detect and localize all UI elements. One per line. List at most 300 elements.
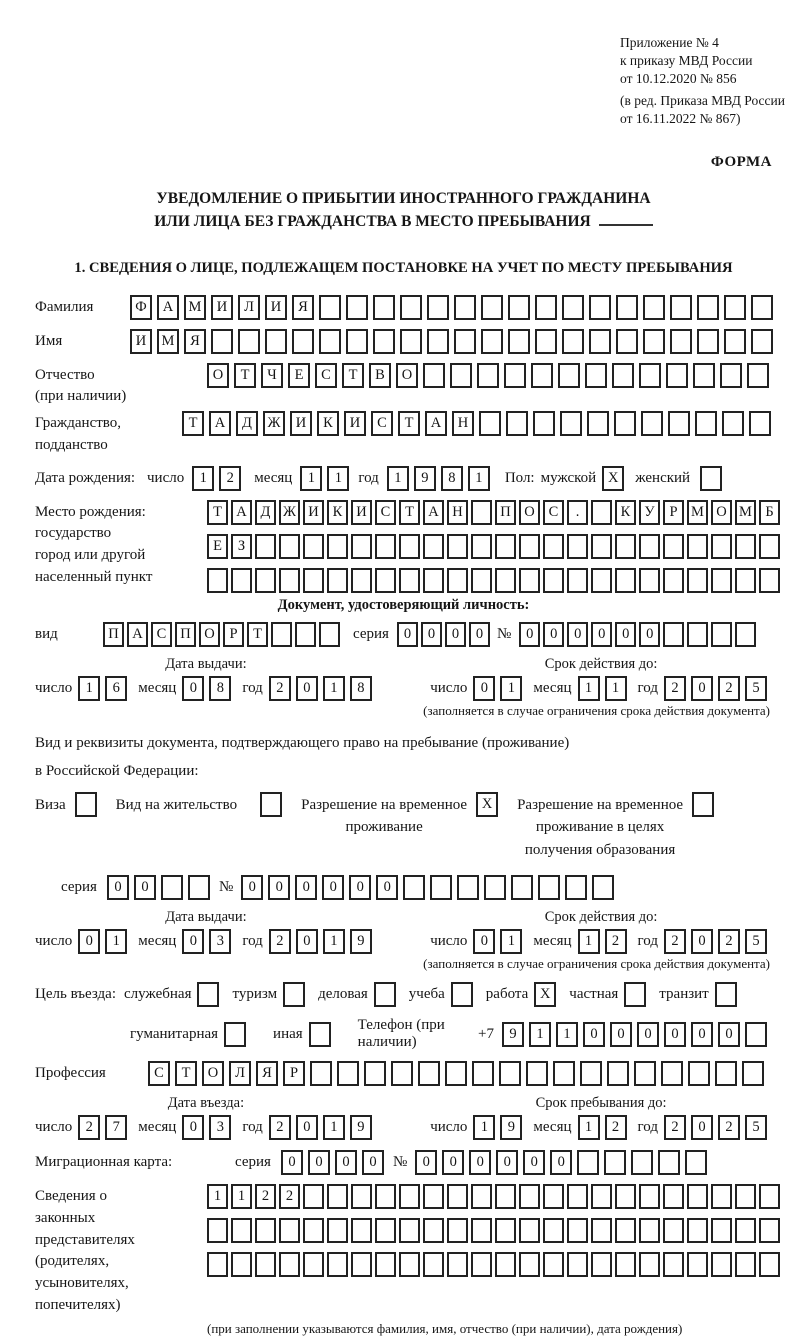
form-cell[interactable]	[399, 1218, 420, 1243]
form-cell[interactable]: 0	[591, 622, 612, 647]
form-cell[interactable]: К	[615, 500, 636, 525]
form-cell[interactable]	[745, 1022, 767, 1047]
form-cell[interactable]	[471, 1252, 492, 1277]
form-cell[interactable]	[639, 1252, 660, 1277]
form-cell[interactable]: И	[344, 411, 366, 436]
purpose-checkbox[interactable]: X	[534, 982, 556, 1007]
form-cell[interactable]	[641, 411, 663, 436]
form-cell[interactable]: Т	[342, 363, 364, 388]
form-cell[interactable]: О	[202, 1061, 224, 1086]
purpose-checkbox[interactable]	[715, 982, 737, 1007]
form-cell[interactable]	[271, 622, 292, 647]
form-cell[interactable]: 0	[78, 929, 100, 954]
form-cell[interactable]	[303, 1252, 324, 1277]
form-cell[interactable]: 0	[637, 1022, 659, 1047]
form-cell[interactable]	[535, 329, 557, 354]
form-cell[interactable]: 0	[421, 622, 442, 647]
form-cell[interactable]	[508, 329, 530, 354]
form-cell[interactable]: 8	[350, 676, 372, 701]
form-cell[interactable]: Н	[452, 411, 474, 436]
form-cell[interactable]	[400, 295, 422, 320]
form-cell[interactable]	[255, 534, 276, 559]
form-cell[interactable]	[346, 295, 368, 320]
form-cell[interactable]: 0	[335, 1150, 357, 1175]
form-cell[interactable]: 1	[578, 676, 600, 701]
form-cell[interactable]	[724, 329, 746, 354]
temp-permit-checkbox[interactable]: X	[476, 792, 498, 817]
form-cell[interactable]: 2	[269, 676, 291, 701]
form-cell[interactable]: 0	[691, 1115, 713, 1140]
form-cell[interactable]: Б	[759, 500, 780, 525]
form-cell[interactable]	[399, 568, 420, 593]
form-cell[interactable]: М	[157, 329, 179, 354]
form-cell[interactable]: 1	[231, 1184, 252, 1209]
form-cell[interactable]: Ж	[263, 411, 285, 436]
form-cell[interactable]: 0	[550, 1150, 572, 1175]
form-cell[interactable]	[279, 1218, 300, 1243]
form-cell[interactable]: 0	[469, 1150, 491, 1175]
form-cell[interactable]	[567, 1252, 588, 1277]
form-cell[interactable]: .	[567, 500, 588, 525]
form-cell[interactable]: 9	[500, 1115, 522, 1140]
form-cell[interactable]: Ч	[261, 363, 283, 388]
form-cell[interactable]	[255, 568, 276, 593]
form-cell[interactable]: А	[425, 411, 447, 436]
form-cell[interactable]: 3	[209, 1115, 231, 1140]
birthplace-boxes-row1[interactable]	[207, 500, 783, 525]
form-cell[interactable]: 0	[362, 1150, 384, 1175]
form-cell[interactable]	[511, 875, 533, 900]
form-cell[interactable]: Т	[207, 500, 228, 525]
form-cell[interactable]: 2	[269, 1115, 291, 1140]
form-cell[interactable]: 0	[691, 676, 713, 701]
form-cell[interactable]: 0	[322, 875, 344, 900]
entry-year[interactable]	[269, 1115, 377, 1140]
form-cell[interactable]	[687, 1218, 708, 1243]
form-cell[interactable]: И	[290, 411, 312, 436]
form-cell[interactable]: П	[175, 622, 196, 647]
form-cell[interactable]	[759, 534, 780, 559]
form-cell[interactable]: 1	[387, 466, 409, 491]
form-cell[interactable]: М	[687, 500, 708, 525]
form-cell[interactable]: 3	[209, 929, 231, 954]
phone-boxes[interactable]	[502, 1022, 772, 1047]
form-cell[interactable]: 0	[469, 622, 490, 647]
form-cell[interactable]	[450, 363, 472, 388]
gender-female-checkbox[interactable]	[700, 466, 722, 491]
form-cell[interactable]: 0	[376, 875, 398, 900]
form-cell[interactable]: С	[375, 500, 396, 525]
form-cell[interactable]	[759, 1218, 780, 1243]
form-cell[interactable]	[639, 534, 660, 559]
form-cell[interactable]	[567, 1184, 588, 1209]
form-cell[interactable]: В	[369, 363, 391, 388]
form-cell[interactable]: 0	[182, 929, 204, 954]
form-cell[interactable]: 1	[207, 1184, 228, 1209]
form-cell[interactable]	[616, 329, 638, 354]
form-cell[interactable]	[759, 1184, 780, 1209]
form-cell[interactable]: И	[130, 329, 152, 354]
form-cell[interactable]	[543, 1184, 564, 1209]
form-cell[interactable]: 0	[296, 1115, 318, 1140]
representatives-boxes-row3[interactable]	[207, 1252, 783, 1277]
form-cell[interactable]	[303, 1184, 324, 1209]
form-cell[interactable]: И	[351, 500, 372, 525]
form-cell[interactable]	[188, 875, 210, 900]
stay-year[interactable]	[664, 1115, 772, 1140]
form-cell[interactable]: Р	[283, 1061, 305, 1086]
form-cell[interactable]	[337, 1061, 359, 1086]
form-cell[interactable]: 7	[105, 1115, 127, 1140]
form-cell[interactable]: С	[151, 622, 172, 647]
form-cell[interactable]	[495, 1252, 516, 1277]
doc-number-boxes[interactable]	[519, 622, 759, 647]
form-cell[interactable]	[735, 1252, 756, 1277]
form-cell[interactable]	[427, 329, 449, 354]
form-cell[interactable]: 0	[268, 875, 290, 900]
form-cell[interactable]	[580, 1061, 602, 1086]
form-cell[interactable]: 0	[519, 622, 540, 647]
form-cell[interactable]	[693, 363, 715, 388]
name-boxes[interactable]	[130, 329, 778, 354]
form-cell[interactable]	[663, 1252, 684, 1277]
form-cell[interactable]: А	[157, 295, 179, 320]
form-cell[interactable]: 1	[473, 1115, 495, 1140]
form-cell[interactable]	[751, 329, 773, 354]
form-cell[interactable]	[351, 1218, 372, 1243]
form-cell[interactable]: Л	[229, 1061, 251, 1086]
form-cell[interactable]: 0	[415, 1150, 437, 1175]
form-cell[interactable]: 2	[279, 1184, 300, 1209]
form-cell[interactable]: 0	[496, 1150, 518, 1175]
form-cell[interactable]: О	[396, 363, 418, 388]
form-cell[interactable]: 1	[327, 466, 349, 491]
form-cell[interactable]: 8	[209, 676, 231, 701]
form-cell[interactable]: А	[423, 500, 444, 525]
form-cell[interactable]	[663, 534, 684, 559]
form-cell[interactable]	[565, 875, 587, 900]
form-cell[interactable]: А	[209, 411, 231, 436]
form-cell[interactable]	[423, 1184, 444, 1209]
form-cell[interactable]: Т	[398, 411, 420, 436]
form-cell[interactable]: 0	[615, 622, 636, 647]
form-cell[interactable]: 0	[691, 929, 713, 954]
form-cell[interactable]: 2	[664, 929, 686, 954]
form-cell[interactable]	[375, 1218, 396, 1243]
form-cell[interactable]: 2	[269, 929, 291, 954]
form-cell[interactable]	[499, 1061, 521, 1086]
form-cell[interactable]	[591, 1252, 612, 1277]
form-cell[interactable]: У	[639, 500, 660, 525]
form-cell[interactable]	[663, 622, 684, 647]
form-cell[interactable]	[519, 534, 540, 559]
surname-boxes[interactable]	[130, 295, 778, 320]
form-cell[interactable]	[639, 568, 660, 593]
form-cell[interactable]: Ф	[130, 295, 152, 320]
form-cell[interactable]	[612, 363, 634, 388]
form-cell[interactable]	[751, 295, 773, 320]
form-cell[interactable]	[614, 411, 636, 436]
form-cell[interactable]: 0	[583, 1022, 605, 1047]
form-cell[interactable]: Е	[207, 534, 228, 559]
form-cell[interactable]	[279, 1252, 300, 1277]
birthplace-boxes-row3[interactable]	[207, 568, 783, 593]
form-cell[interactable]	[615, 534, 636, 559]
form-cell[interactable]	[279, 568, 300, 593]
form-cell[interactable]	[161, 875, 183, 900]
form-cell[interactable]	[615, 568, 636, 593]
form-cell[interactable]: 0	[308, 1150, 330, 1175]
form-cell[interactable]: Т	[399, 500, 420, 525]
form-cell[interactable]	[399, 1184, 420, 1209]
form-cell[interactable]	[567, 568, 588, 593]
form-cell[interactable]	[207, 1252, 228, 1277]
form-cell[interactable]	[423, 568, 444, 593]
form-cell[interactable]	[346, 329, 368, 354]
purpose-checkbox[interactable]	[451, 982, 473, 1007]
form-cell[interactable]: 1	[578, 1115, 600, 1140]
form-cell[interactable]	[759, 1252, 780, 1277]
form-cell[interactable]: С	[543, 500, 564, 525]
form-cell[interactable]: Е	[288, 363, 310, 388]
form-cell[interactable]	[589, 295, 611, 320]
form-cell[interactable]: С	[315, 363, 337, 388]
form-cell[interactable]	[759, 568, 780, 593]
form-cell[interactable]	[472, 1061, 494, 1086]
form-cell[interactable]: 0	[718, 1022, 740, 1047]
form-cell[interactable]	[695, 411, 717, 436]
form-cell[interactable]: Д	[255, 500, 276, 525]
form-cell[interactable]: 1	[323, 676, 345, 701]
form-cell[interactable]	[735, 534, 756, 559]
form-cell[interactable]	[447, 568, 468, 593]
form-cell[interactable]: 2	[605, 929, 627, 954]
form-cell[interactable]: О	[519, 500, 540, 525]
permit-expiry-month[interactable]	[578, 929, 632, 954]
passport-issue-day[interactable]	[78, 676, 132, 701]
form-cell[interactable]: Р	[223, 622, 244, 647]
purpose-checkbox[interactable]	[224, 1022, 246, 1047]
form-cell[interactable]	[615, 1218, 636, 1243]
form-cell[interactable]: 0	[134, 875, 156, 900]
form-cell[interactable]: И	[211, 295, 233, 320]
stay-day[interactable]	[473, 1115, 527, 1140]
form-cell[interactable]	[670, 295, 692, 320]
form-cell[interactable]	[724, 295, 746, 320]
form-cell[interactable]	[327, 1184, 348, 1209]
form-cell[interactable]	[591, 568, 612, 593]
form-cell[interactable]	[375, 1252, 396, 1277]
form-cell[interactable]: 1	[78, 676, 100, 701]
form-cell[interactable]	[327, 534, 348, 559]
birth-year-boxes[interactable]	[387, 466, 495, 491]
form-cell[interactable]	[735, 622, 756, 647]
form-cell[interactable]	[447, 1252, 468, 1277]
form-cell[interactable]	[207, 1218, 228, 1243]
form-cell[interactable]: 0	[567, 622, 588, 647]
form-cell[interactable]: 2	[664, 1115, 686, 1140]
form-cell[interactable]	[715, 1061, 737, 1086]
form-cell[interactable]: 0	[639, 622, 660, 647]
form-cell[interactable]	[423, 1252, 444, 1277]
patronymic-boxes[interactable]	[207, 363, 774, 388]
form-cell[interactable]: 0	[107, 875, 129, 900]
form-cell[interactable]: 0	[445, 622, 466, 647]
form-cell[interactable]: С	[148, 1061, 170, 1086]
form-cell[interactable]	[535, 295, 557, 320]
form-cell[interactable]: Я	[292, 295, 314, 320]
form-cell[interactable]	[423, 534, 444, 559]
form-cell[interactable]: 6	[105, 676, 127, 701]
permit-issue-month[interactable]	[182, 929, 236, 954]
doc-series-boxes[interactable]	[397, 622, 493, 647]
form-cell[interactable]	[310, 1061, 332, 1086]
form-cell[interactable]: М	[735, 500, 756, 525]
form-cell[interactable]: О	[711, 500, 732, 525]
visa-checkbox[interactable]	[75, 792, 97, 817]
form-cell[interactable]: Т	[175, 1061, 197, 1086]
form-cell[interactable]	[567, 1218, 588, 1243]
form-cell[interactable]	[454, 295, 476, 320]
form-cell[interactable]	[742, 1061, 764, 1086]
form-cell[interactable]: Л	[238, 295, 260, 320]
form-cell[interactable]	[427, 295, 449, 320]
form-cell[interactable]	[711, 568, 732, 593]
form-cell[interactable]	[454, 329, 476, 354]
form-cell[interactable]	[643, 295, 665, 320]
form-cell[interactable]	[687, 534, 708, 559]
form-cell[interactable]	[327, 1252, 348, 1277]
form-cell[interactable]: 1	[323, 929, 345, 954]
form-cell[interactable]	[591, 534, 612, 559]
form-cell[interactable]	[265, 329, 287, 354]
form-cell[interactable]	[585, 363, 607, 388]
form-cell[interactable]	[471, 1184, 492, 1209]
form-cell[interactable]	[207, 568, 228, 593]
form-cell[interactable]: Д	[236, 411, 258, 436]
form-cell[interactable]	[711, 1218, 732, 1243]
form-cell[interactable]	[591, 1184, 612, 1209]
form-cell[interactable]	[400, 329, 422, 354]
form-cell[interactable]: Ж	[279, 500, 300, 525]
form-cell[interactable]: 8	[441, 466, 463, 491]
residence-permit-checkbox[interactable]	[260, 792, 282, 817]
form-cell[interactable]	[687, 568, 708, 593]
form-cell[interactable]	[327, 568, 348, 593]
form-cell[interactable]: П	[103, 622, 124, 647]
form-cell[interactable]	[711, 534, 732, 559]
form-cell[interactable]: Т	[234, 363, 256, 388]
form-cell[interactable]: 9	[414, 466, 436, 491]
form-cell[interactable]	[319, 295, 341, 320]
form-cell[interactable]	[351, 568, 372, 593]
form-cell[interactable]	[399, 534, 420, 559]
form-cell[interactable]: 1	[500, 676, 522, 701]
form-cell[interactable]	[319, 329, 341, 354]
form-cell[interactable]: 2	[605, 1115, 627, 1140]
form-cell[interactable]	[592, 875, 614, 900]
passport-issue-year[interactable]	[269, 676, 377, 701]
permit-issue-day[interactable]	[78, 929, 132, 954]
form-cell[interactable]	[697, 295, 719, 320]
form-cell[interactable]: 1	[500, 929, 522, 954]
form-cell[interactable]: 1	[105, 929, 127, 954]
form-cell[interactable]: 0	[295, 875, 317, 900]
form-cell[interactable]	[735, 568, 756, 593]
form-cell[interactable]	[643, 329, 665, 354]
form-cell[interactable]: 9	[350, 929, 372, 954]
form-cell[interactable]: 0	[182, 1115, 204, 1140]
form-cell[interactable]: 1	[529, 1022, 551, 1047]
form-cell[interactable]	[562, 329, 584, 354]
permit-expiry-year[interactable]	[664, 929, 772, 954]
form-cell[interactable]: А	[127, 622, 148, 647]
purpose-checkbox[interactable]	[309, 1022, 331, 1047]
form-cell[interactable]	[668, 411, 690, 436]
form-cell[interactable]	[327, 1218, 348, 1243]
form-cell[interactable]: 9	[350, 1115, 372, 1140]
form-cell[interactable]: 1	[578, 929, 600, 954]
form-cell[interactable]	[607, 1061, 629, 1086]
form-cell[interactable]: 1	[556, 1022, 578, 1047]
form-cell[interactable]: 0	[397, 622, 418, 647]
profession-boxes[interactable]	[148, 1061, 769, 1086]
form-cell[interactable]: А	[231, 500, 252, 525]
form-cell[interactable]	[519, 1252, 540, 1277]
form-cell[interactable]	[553, 1061, 575, 1086]
form-cell[interactable]	[749, 411, 771, 436]
gender-male-checkbox[interactable]: X	[602, 466, 624, 491]
form-cell[interactable]: К	[327, 500, 348, 525]
form-cell[interactable]	[663, 568, 684, 593]
form-cell[interactable]	[471, 500, 492, 525]
form-cell[interactable]: Н	[447, 500, 468, 525]
form-cell[interactable]	[711, 1184, 732, 1209]
birth-month-boxes[interactable]	[300, 466, 354, 491]
form-cell[interactable]	[567, 534, 588, 559]
form-cell[interactable]	[688, 1061, 710, 1086]
form-cell[interactable]	[495, 568, 516, 593]
form-cell[interactable]: 0	[543, 622, 564, 647]
form-cell[interactable]	[495, 1218, 516, 1243]
form-cell[interactable]	[351, 1184, 372, 1209]
form-cell[interactable]	[445, 1061, 467, 1086]
passport-issue-month[interactable]	[182, 676, 236, 701]
form-cell[interactable]	[292, 329, 314, 354]
form-cell[interactable]	[687, 622, 708, 647]
form-cell[interactable]	[303, 568, 324, 593]
form-cell[interactable]: П	[495, 500, 516, 525]
form-cell[interactable]	[457, 875, 479, 900]
form-cell[interactable]	[211, 329, 233, 354]
form-cell[interactable]: 2	[664, 676, 686, 701]
form-cell[interactable]: И	[303, 500, 324, 525]
form-cell[interactable]: 0	[473, 676, 495, 701]
form-cell[interactable]	[418, 1061, 440, 1086]
form-cell[interactable]	[519, 1184, 540, 1209]
permit-series-boxes[interactable]	[107, 875, 215, 900]
form-cell[interactable]	[471, 1218, 492, 1243]
form-cell[interactable]	[533, 411, 555, 436]
form-cell[interactable]	[255, 1252, 276, 1277]
citizenship-boxes[interactable]	[182, 411, 776, 436]
form-cell[interactable]: 0	[296, 929, 318, 954]
entry-day[interactable]	[78, 1115, 132, 1140]
form-cell[interactable]: К	[317, 411, 339, 436]
form-cell[interactable]	[687, 1184, 708, 1209]
form-cell[interactable]: 1	[300, 466, 322, 491]
birth-day-boxes[interactable]	[192, 466, 246, 491]
